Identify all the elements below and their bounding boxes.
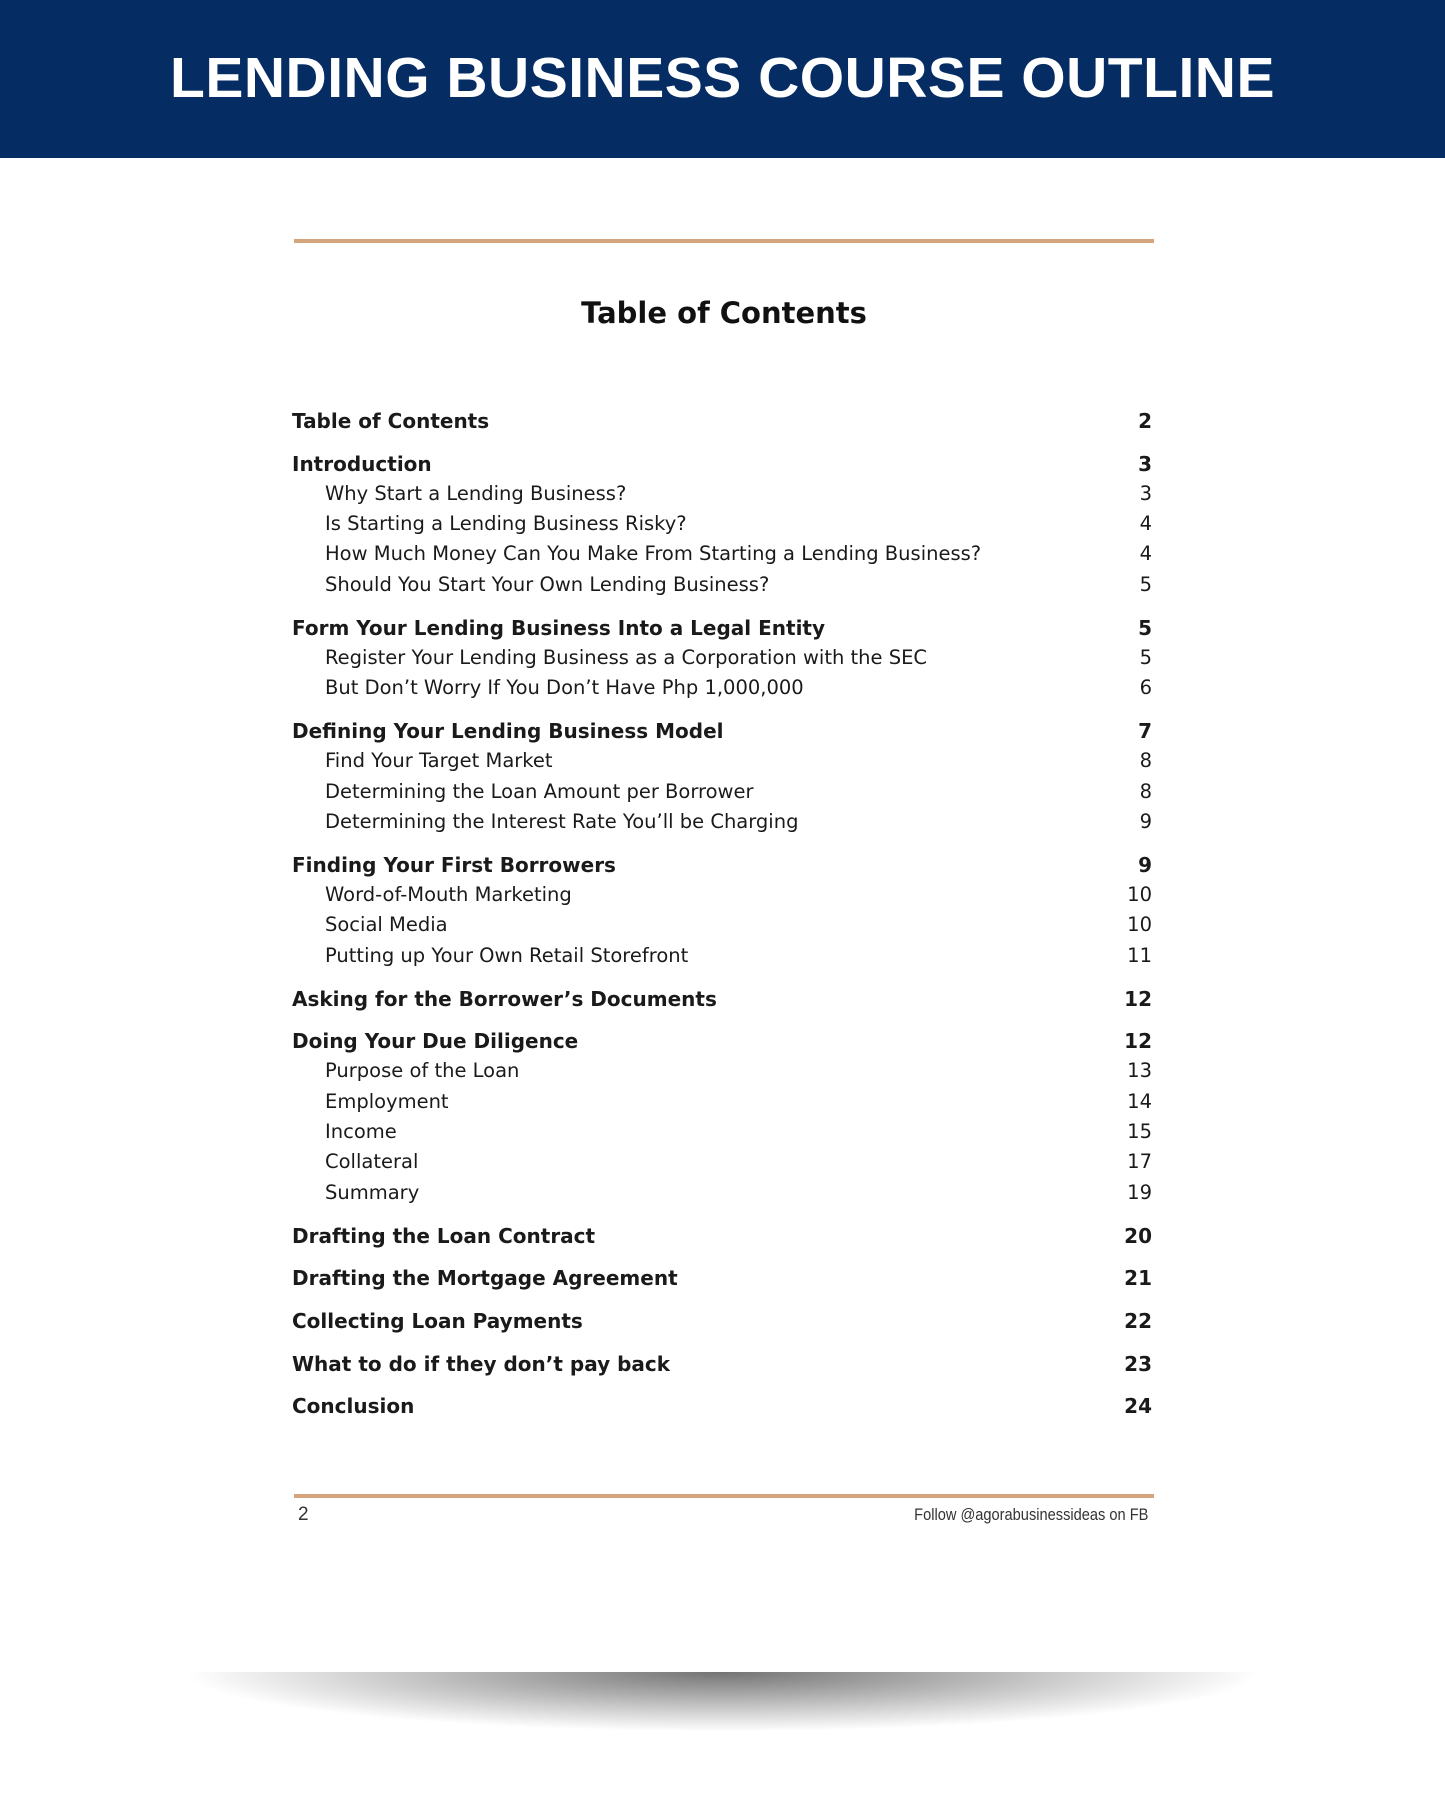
toc-gap bbox=[292, 436, 1152, 449]
toc-section-title: What to do if they don’t pay back bbox=[292, 1351, 671, 1376]
toc-section-page: 23 bbox=[1124, 1351, 1152, 1376]
toc-subsection-row[interactable] bbox=[292, 539, 1152, 569]
toc-subsection-row[interactable] bbox=[292, 910, 1152, 940]
toc-subsection-title: Determining the Interest Rate You’ll be Charging bbox=[325, 809, 799, 833]
toc-gap bbox=[292, 704, 1152, 717]
toc-section-row[interactable] bbox=[292, 1221, 1152, 1251]
page-shadow bbox=[180, 1672, 1265, 1732]
toc-section-row[interactable] bbox=[292, 1263, 1152, 1293]
toc-section-page: 2 bbox=[1138, 409, 1152, 433]
toc-subsection-row[interactable] bbox=[292, 1178, 1152, 1208]
toc-subsection-title: Purpose of the Loan bbox=[325, 1059, 520, 1083]
toc-subsection-page: 6 bbox=[1139, 676, 1152, 700]
toc-section-page: 20 bbox=[1124, 1223, 1152, 1248]
toc-subsection-title: Find Your Target Market bbox=[325, 749, 553, 773]
toc-section-page: 12 bbox=[1124, 1029, 1152, 1054]
toc-subsection-title: Why Start a Lending Business? bbox=[325, 481, 627, 505]
toc-subsection-page: 11 bbox=[1127, 943, 1152, 967]
toc-gap bbox=[292, 600, 1152, 613]
toc-section-row[interactable] bbox=[292, 406, 1152, 436]
toc-subsection-page: 4 bbox=[1139, 542, 1152, 566]
toc-subsection-row[interactable] bbox=[292, 673, 1152, 703]
toc-section-page: 5 bbox=[1138, 615, 1152, 640]
toc-subsection-title: But Don’t Worry If You Don’t Have Php 1,000,000 bbox=[325, 676, 804, 700]
header-banner bbox=[0, 0, 1445, 158]
bottom-divider bbox=[294, 1494, 1154, 1498]
toc-section-title: Finding Your First Borrowers bbox=[292, 852, 616, 877]
toc-subsection-page: 5 bbox=[1139, 645, 1152, 669]
toc-section-row[interactable] bbox=[292, 1349, 1152, 1379]
toc-section-title: Form Your Lending Business Into a Legal Entity bbox=[292, 615, 826, 640]
toc-subsection-row[interactable] bbox=[292, 941, 1152, 971]
toc-subsection-title: Should You Start Your Own Lending Business? bbox=[325, 572, 770, 596]
toc-section-row[interactable] bbox=[292, 1026, 1152, 1056]
toc-section-title: Defining Your Lending Business Model bbox=[292, 719, 724, 744]
toc-subsection-row[interactable] bbox=[292, 880, 1152, 910]
toc-subsection-title: How Much Money Can You Make From Starting a Lending Business? bbox=[325, 542, 982, 566]
toc-section-page: 7 bbox=[1138, 719, 1152, 744]
table-of-contents bbox=[292, 406, 1152, 1421]
toc-gap bbox=[292, 1251, 1152, 1264]
toc-subsection-row[interactable] bbox=[292, 1056, 1152, 1086]
toc-subsection-page: 13 bbox=[1127, 1059, 1152, 1083]
toc-subsection-page: 4 bbox=[1139, 511, 1152, 535]
footer-page-number: 2 bbox=[298, 1504, 309, 1525]
toc-subsection-row[interactable] bbox=[292, 746, 1152, 776]
toc-subsection-title: Register Your Lending Business as a Corporation with the SEC bbox=[325, 645, 928, 669]
toc-section-title: Table of Contents bbox=[292, 409, 490, 433]
toc-subsection-row[interactable] bbox=[292, 479, 1152, 509]
toc-section-page: 24 bbox=[1124, 1394, 1152, 1419]
toc-heading: Table of Contents bbox=[581, 296, 867, 330]
toc-subsection-page: 10 bbox=[1127, 882, 1152, 906]
toc-section-row[interactable] bbox=[292, 613, 1152, 643]
toc-gap bbox=[292, 1014, 1152, 1027]
toc-section-row[interactable] bbox=[292, 1391, 1152, 1421]
toc-subsection-page: 8 bbox=[1139, 749, 1152, 773]
toc-gap bbox=[292, 1336, 1152, 1349]
toc-section-page: 3 bbox=[1138, 451, 1152, 476]
toc-subsection-page: 14 bbox=[1127, 1089, 1152, 1113]
toc-gap bbox=[292, 1208, 1152, 1221]
toc-gap bbox=[292, 1293, 1152, 1306]
toc-section-row[interactable] bbox=[292, 716, 1152, 746]
top-divider bbox=[294, 239, 1154, 243]
toc-subsection-row[interactable] bbox=[292, 1087, 1152, 1117]
toc-subsection-row[interactable] bbox=[292, 1147, 1152, 1177]
toc-subsection-row[interactable] bbox=[292, 1117, 1152, 1147]
toc-subsection-title: Collateral bbox=[325, 1150, 419, 1174]
toc-subsection-title: Social Media bbox=[325, 913, 448, 937]
toc-subsection-page: 8 bbox=[1139, 779, 1152, 803]
toc-section-row[interactable] bbox=[292, 1306, 1152, 1336]
toc-subsection-page: 15 bbox=[1127, 1120, 1152, 1144]
toc-gap bbox=[292, 837, 1152, 850]
toc-subsection-page: 17 bbox=[1127, 1150, 1152, 1174]
toc-subsection-row[interactable] bbox=[292, 570, 1152, 600]
toc-subsection-title: Putting up Your Own Retail Storefront bbox=[325, 943, 689, 967]
toc-section-page: 9 bbox=[1138, 852, 1152, 877]
toc-subsection-page: 3 bbox=[1139, 481, 1152, 505]
toc-section-page: 22 bbox=[1124, 1308, 1152, 1333]
toc-subsection-page: 9 bbox=[1139, 809, 1152, 833]
toc-section-title: Conclusion bbox=[292, 1394, 415, 1419]
toc-section-title: Drafting the Mortgage Agreement bbox=[292, 1266, 678, 1291]
toc-section-page: 21 bbox=[1124, 1266, 1152, 1291]
toc-subsection-title: Is Starting a Lending Business Risky? bbox=[325, 511, 687, 535]
toc-subsection-row[interactable] bbox=[292, 509, 1152, 539]
footer-follow-text: Follow @agorabusinessideas on FB bbox=[913, 1505, 1148, 1524]
toc-gap bbox=[292, 1379, 1152, 1392]
toc-subsection-page: 10 bbox=[1127, 913, 1152, 937]
toc-subsection-row[interactable] bbox=[292, 777, 1152, 807]
toc-section-title: Asking for the Borrower’s Documents bbox=[292, 986, 717, 1011]
toc-section-page: 12 bbox=[1124, 986, 1152, 1011]
toc-section-title: Doing Your Due Diligence bbox=[292, 1029, 579, 1054]
toc-subsection-title: Income bbox=[325, 1120, 397, 1144]
toc-subsection-title: Determining the Loan Amount per Borrower bbox=[325, 779, 754, 803]
toc-section-row[interactable] bbox=[292, 984, 1152, 1014]
toc-subsection-row[interactable] bbox=[292, 643, 1152, 673]
toc-subsection-title: Employment bbox=[325, 1089, 449, 1113]
toc-section-row[interactable] bbox=[292, 850, 1152, 880]
toc-subsection-title: Summary bbox=[325, 1180, 420, 1204]
toc-subsection-title: Word-of-Mouth Marketing bbox=[325, 882, 572, 906]
toc-subsection-page: 19 bbox=[1127, 1180, 1152, 1204]
toc-subsection-page: 5 bbox=[1139, 572, 1152, 596]
banner-title: LENDING BUSINESS COURSE OUTLINE bbox=[170, 46, 1275, 110]
toc-subsection-row[interactable] bbox=[292, 807, 1152, 837]
toc-section-title: Collecting Loan Payments bbox=[292, 1308, 583, 1333]
toc-section-title: Introduction bbox=[292, 451, 432, 476]
toc-section-row[interactable] bbox=[292, 449, 1152, 479]
toc-section-title: Drafting the Loan Contract bbox=[292, 1223, 596, 1248]
toc-gap bbox=[292, 971, 1152, 984]
